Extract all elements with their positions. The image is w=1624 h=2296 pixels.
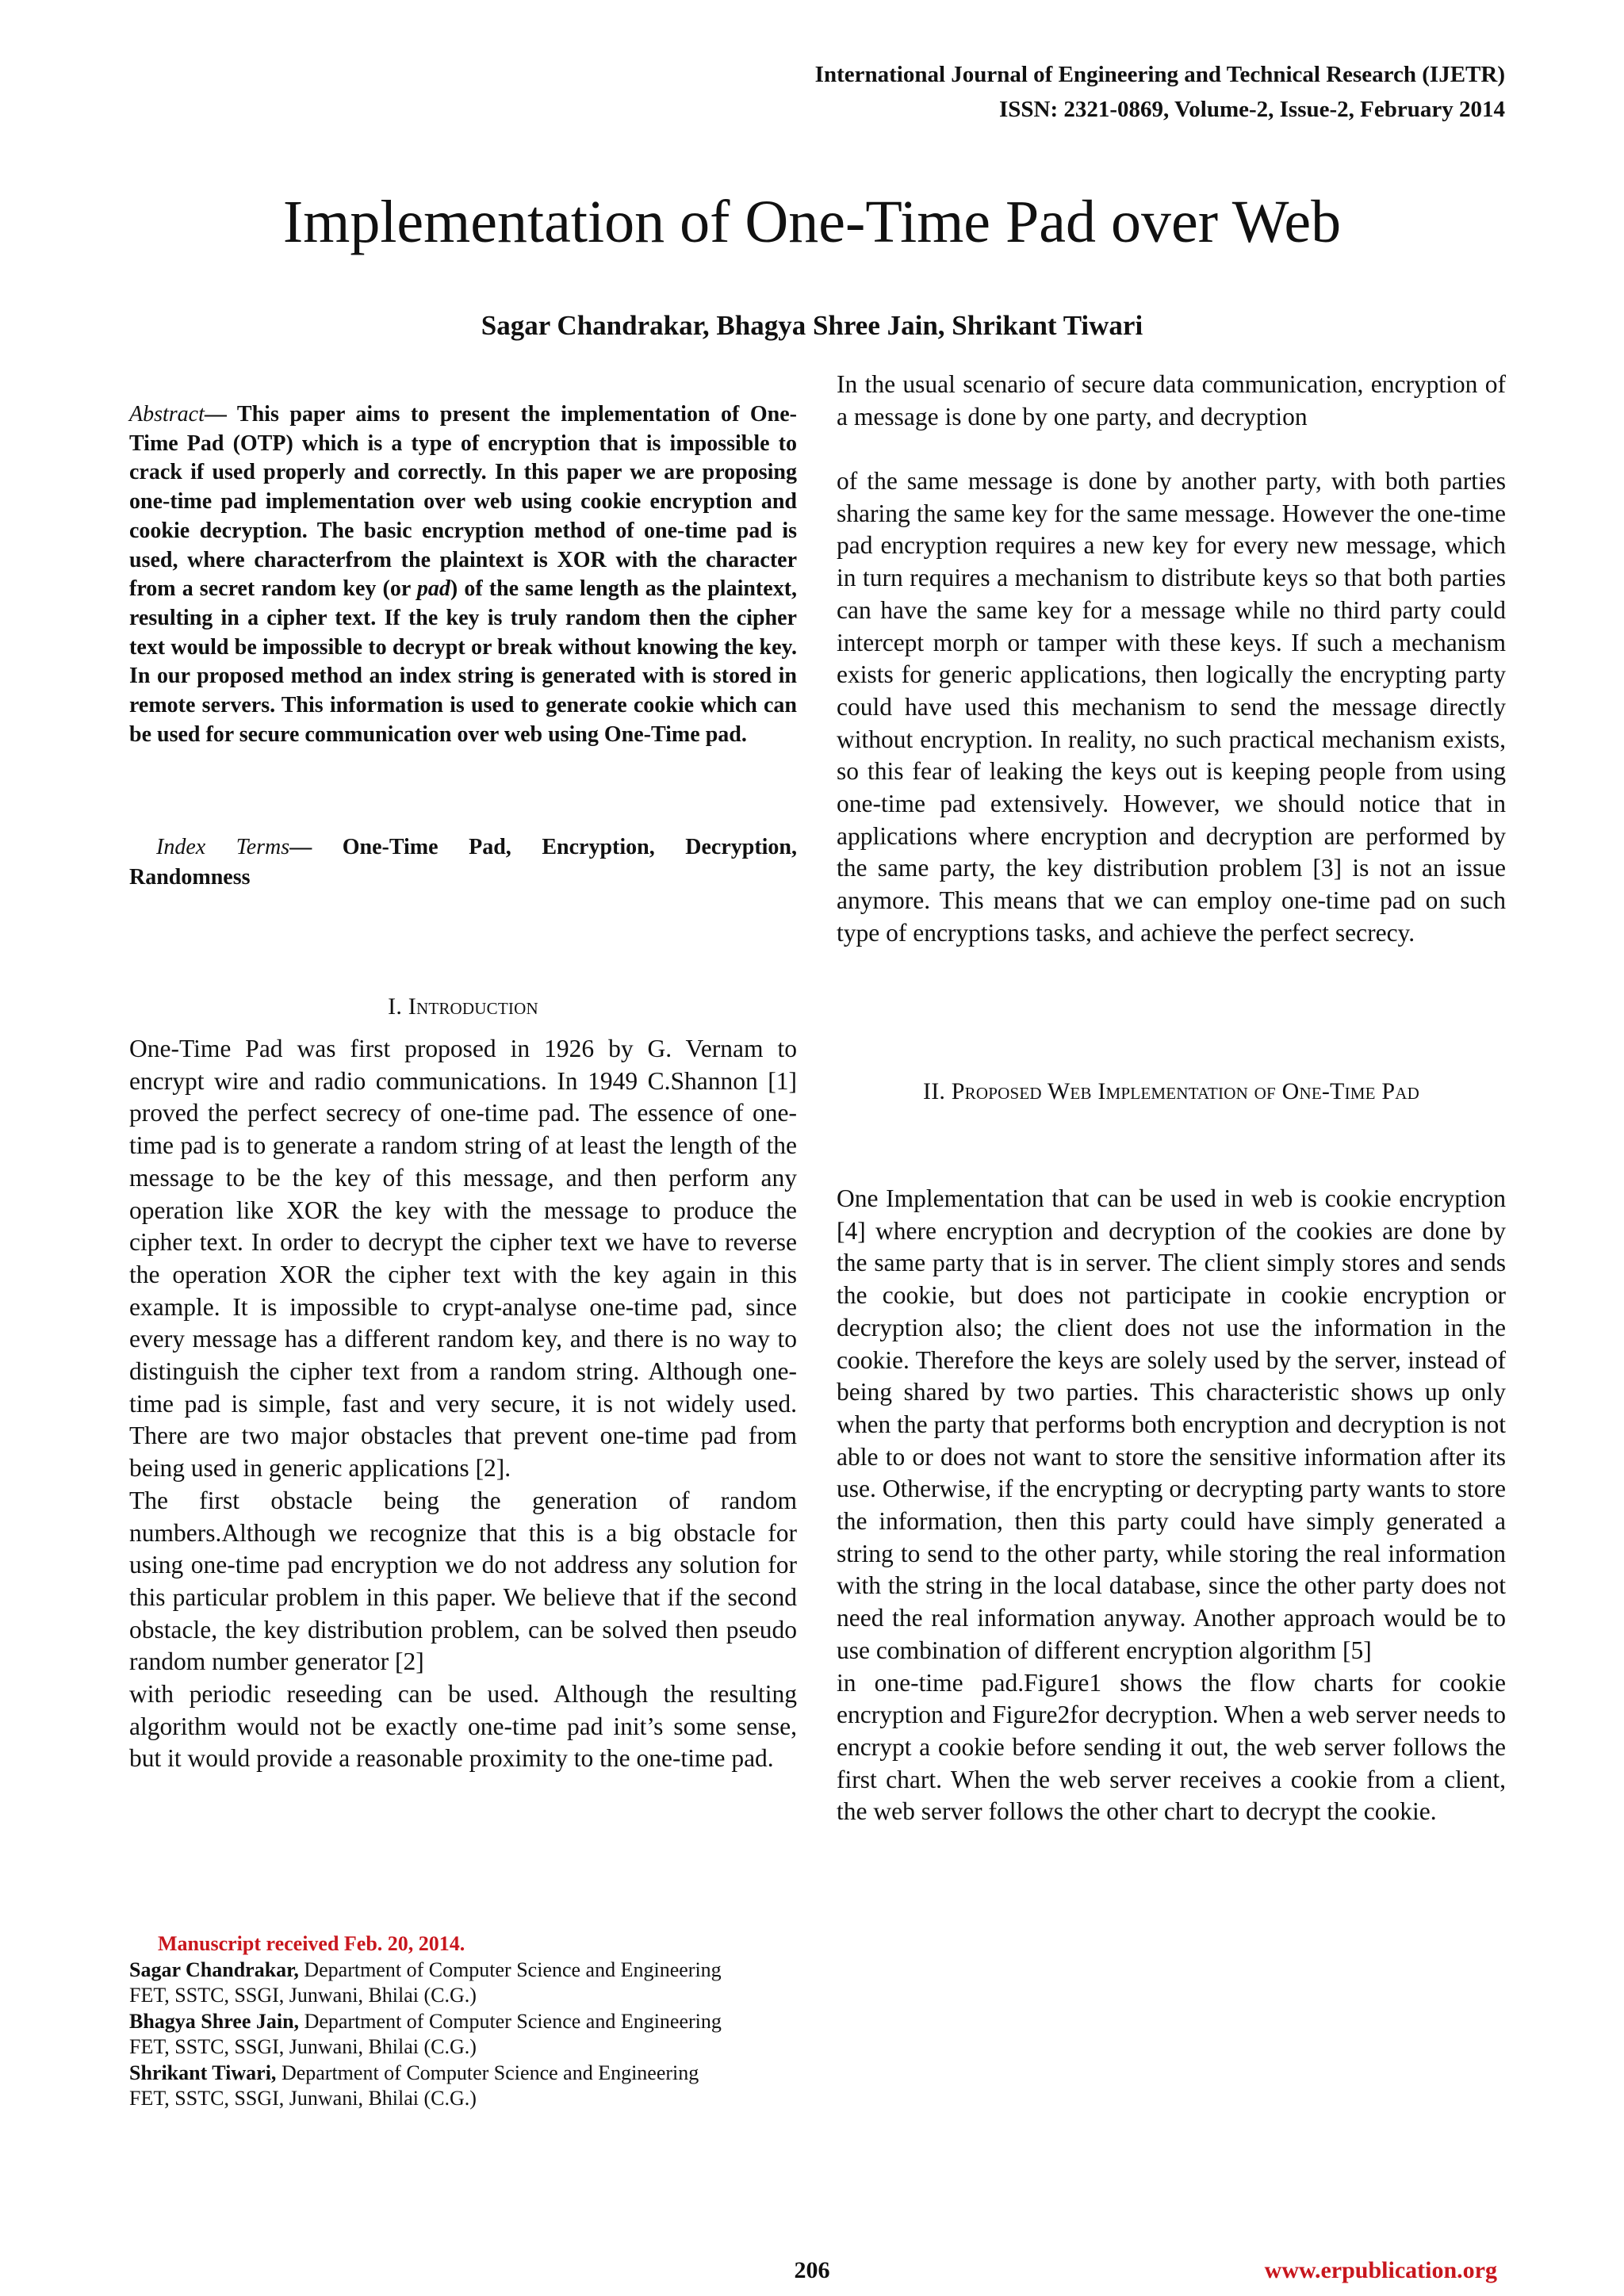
- introduction-body: [129, 1033, 797, 1775]
- index-terms-label: Index Terms: [156, 835, 290, 859]
- abstract-text-part2: ) of the same length as the plaintext, resulting in a cipher text. If the key is truly random then the cipher text would be impossible to decrypt or break without knowing the key. In our proposed method an index string is generated with is stored in remote servers. This information is used to generate cookie which can be used for secure communication over web using One-Time pad.: [129, 576, 798, 747]
- footnote-author-affiliation: FET, SSTC, SSGI, Junwani, Bhilai (C.G.): [129, 1984, 477, 2007]
- footnote-author-name: Shrikant Tiwari,: [129, 2061, 277, 2084]
- section-heading-proposed: II. Proposed Web Implementation of One-Time Pad: [923, 1078, 1419, 1104]
- footnote-author-name: Sagar Chandrakar,: [129, 1957, 299, 1981]
- right-column-paragraph-b: of the same message is done by another party, with both parties sharing the same key for the same message. However the one-time pad encryption requires a new key for every new message, which in turn requires a mechanism to distribute keys so that both parties can have the same key for a message while no third party could intercept morph or tamper with these keys. If such a mechanism exists for generic applications, then logically the encrypting party could have used this mechanism to send the message directly without encryption. In reality, no such practical mechanism exists, so this fear of leaking the keys out is keeping people from using one-time pad extensively. However, we should notice that in applications where encryption and decryption are performed by the same party, the key distribution problem [3] is not an issue anymore. This means that we can employ one-time pad on such type of encryptions tasks, and achieve the perfect secrecy.: [837, 467, 1506, 947]
- journal-issn: ISSN: 2321-0869, Volume-2, Issue-2, February 2014: [998, 97, 1505, 122]
- paragraph: One Implementation that can be used in web is cookie encryption [4] where encryption and decryption of the cookies are done by the same party that is in server. The client simply stores and sends the cookie, but does not participate in cookie encryption or decryption also; the client does not use the information in the cookie. Therefore the keys are solely used by the server, instead of being shared by two parties. This characteristic shows up only when the party that performs both encryption and decryption is not able to or does not want to store the sensitive information after its use. Otherwise, if the encrypting or decrypting party wants to store the information, then this party could have simply generated a string to send to the other party, while storing the real information with the string in the local database, since the other party does not need the real information anyway. Another approach would be to use combination of different encryption algorithm [5]: [837, 1184, 1506, 1664]
- footnote-author-dept: Department of Computer Science and Engineering: [299, 2009, 722, 2033]
- paper-authors: Sagar Chandrakar, Bhagya Shree Jain, Shrikant Tiwari: [481, 310, 1143, 341]
- journal-name: International Journal of Engineering and Technical Research (IJETR): [814, 62, 1505, 87]
- index-terms: [129, 832, 797, 893]
- paper-title: Implementation of One-Time Pad over Web: [282, 189, 1342, 255]
- paragraph: in one-time pad.Figure1 shows the flow charts for cookie encryption and Figure2for decryption. When a web server needs to encrypt a cookie before sending it out, the web server follows the first chart. When the web server receives a cookie from a client, the web server follows the other chart to decrypt the cookie.: [837, 1668, 1506, 1826]
- website-link[interactable]: www.erpublication.org: [1264, 2257, 1497, 2283]
- footnote-author-dept: Department of Computer Science and Engineering: [276, 2061, 699, 2084]
- proposed-body: [837, 1183, 1506, 1828]
- footnote-author-affiliation: FET, SSTC, SSGI, Junwani, Bhilai (C.G.): [129, 2035, 477, 2058]
- footnote-author: [129, 2009, 797, 2035]
- abstract-dash: —: [204, 402, 237, 427]
- section-heading-introduction: I. Introduction: [388, 993, 538, 1020]
- footnote-author-affiliation: FET, SSTC, SSGI, Junwani, Bhilai (C.G.): [129, 2087, 477, 2110]
- paragraph: The first obstacle being the generation of random numbers.Although we recognize that this is a big obstacle for using one-time pad encryption we do not address any solution for this particular problem in this paper. We believe that if the second obstacle, the key distribution problem, can be solved then pseudo random number generator [2]: [129, 1486, 797, 1676]
- paragraph: with periodic reseeding can be used. Although the resulting algorithm would not be exactly one-time pad init’s some sense, but it would provide a reasonable proximity to the one-time pad.: [129, 1680, 797, 1773]
- paragraph: One-Time Pad was first proposed in 1926 by G. Vernam to encrypt wire and radio communications. In 1949 C.Shannon [1] proved the perfect secrecy of one-time pad. The essence of one-time pad is to generate a random string of at least the length of the message to be the key of this message, and then perform any operation like XOR the key with the message to produce the cipher text. In order to decrypt the cipher text we have to reverse the operation XOR the cipher text with the key again in this example. It is impossible to crypt-analyse one-time pad, since every message has a different random key, and there is no way to distinguish the cipher text from a random string. Although one-time pad is simple, fast and very secure, it is not widely used. There are two major obstacles that prevent one-time pad from being used in generic applications [2].: [129, 1035, 797, 1483]
- right-column-paragraph-a: In the usual scenario of secure data communication, encryption of a message is done by one party, and decryption: [837, 370, 1506, 430]
- footnote-author-name: Bhagya Shree Jain,: [129, 2009, 300, 2033]
- index-terms-dash: —: [289, 835, 343, 859]
- abstract-label: Abstract: [129, 402, 205, 427]
- manuscript-received: Manuscript received Feb. 20, 2014.: [158, 1932, 465, 1955]
- footnote-author: [129, 1957, 797, 1984]
- footnote: [129, 1931, 797, 2112]
- abstract: [129, 400, 797, 749]
- abstract-pad-word: pad: [416, 576, 450, 602]
- page-number: 206: [794, 2257, 830, 2283]
- journal-header: [815, 57, 1505, 127]
- abstract-text-part1: This paper aims to present the implementation of One-Time Pad (OTP) which is a type of encryption that is impossible to crack if used properly and correctly. In this paper we are proposing one-time pad implementation over web using cookie encryption and cookie decryption. The basic encryption method of one-time pad is used, where characterfrom the plaintext is XOR with the character from a secret random key (or: [129, 402, 798, 602]
- footnote-author-dept: Department of Computer Science and Engineering: [298, 1957, 722, 1981]
- index-terms-text: One-Time Pad, Encryption, Decryption, Randomness: [129, 835, 798, 890]
- footnote-author: [129, 2061, 797, 2087]
